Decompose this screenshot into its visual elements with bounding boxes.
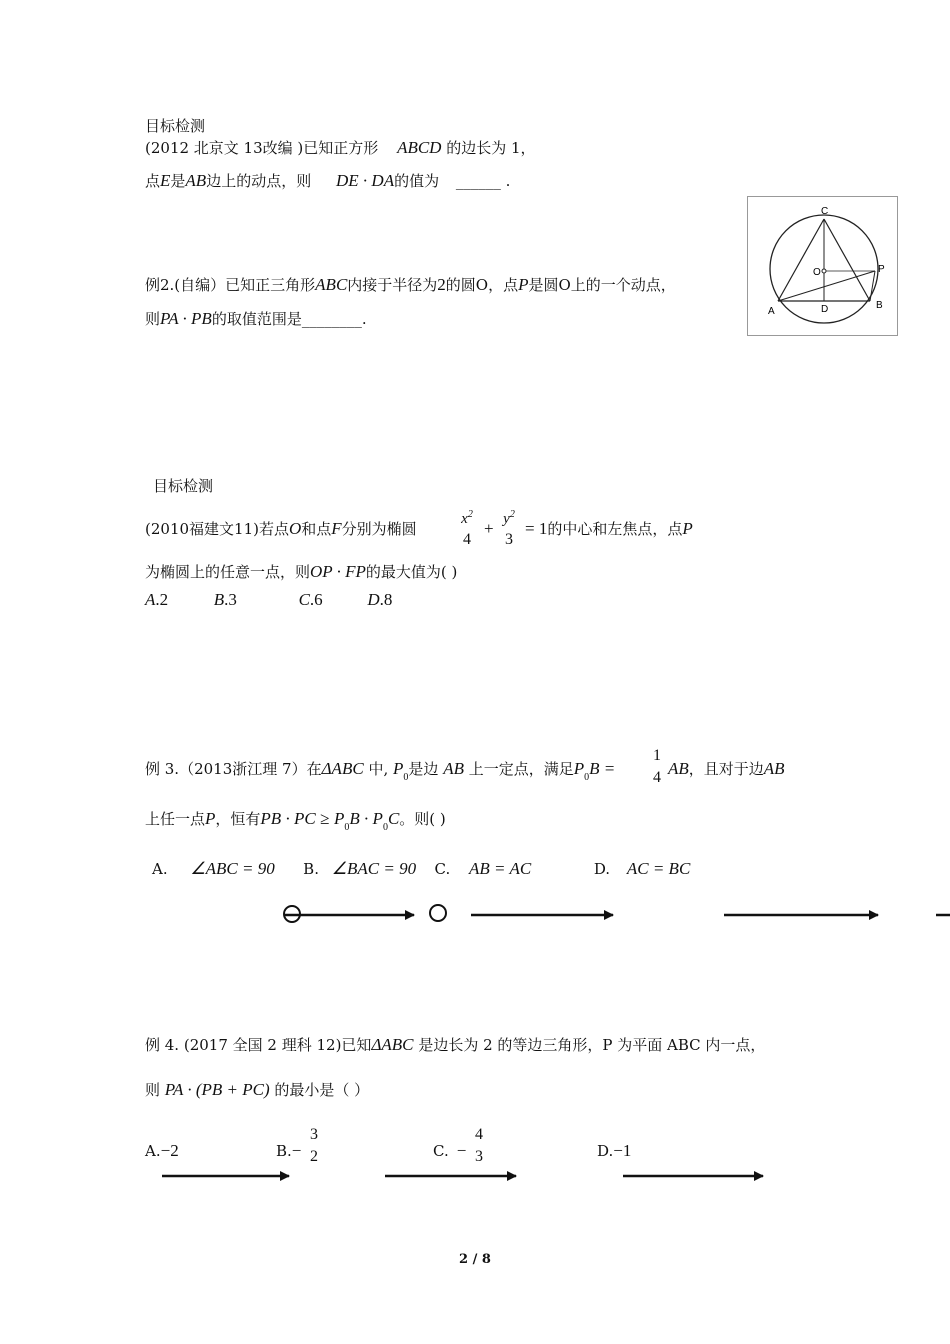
section2-text-b: 和点 (301, 520, 332, 538)
rhs-p: P (334, 809, 345, 828)
option-d-value: .8 (379, 590, 393, 609)
option-b-sign: − (291, 1141, 302, 1160)
example2-text-d: 是圆O上的一个动点， (528, 276, 676, 294)
equals-one: = 1 (525, 519, 548, 538)
example2-text-b: 内接于半径为 (347, 276, 438, 294)
option-c-num: 4 (475, 1126, 483, 1143)
option-d-value: −1 (613, 1141, 632, 1160)
option-c-letter: C (298, 590, 310, 609)
label-b: B (876, 300, 883, 311)
section2-text-a: (2010福建文11)若点 (145, 520, 289, 538)
option-a-label: A. (152, 860, 168, 878)
option-c-value: .6 (309, 590, 323, 609)
example3-text-c: 是边 (408, 760, 439, 778)
point-f: F (331, 519, 342, 538)
section2-text-f: 的最大值为( ) (365, 563, 458, 581)
example2-text-f: 的取值范围是________. (211, 310, 367, 328)
point-e: E (160, 171, 171, 190)
triangle-name: ABC (315, 275, 348, 294)
example4-text-d: 的最小是（ ） (274, 1081, 370, 1099)
option-a-label: A. (145, 1142, 161, 1160)
section1-text-b: 是 (170, 172, 186, 190)
section2-text-d: 的中心和左焦点，点 (547, 520, 683, 538)
option-d-letter: D (367, 590, 380, 609)
option-d-expr: AC = BC (626, 859, 691, 878)
example3-text-d: 上一定点，满足 (468, 760, 574, 778)
section2-text-c: 分别为椭圆 (341, 520, 417, 538)
rhs-sub1: 0 (344, 822, 350, 833)
example3-text-a: 例 3.（2013浙江理 7）在 (145, 760, 322, 778)
option-c-label: C. (433, 1142, 449, 1160)
option-b-letter: B (213, 590, 225, 609)
option-b-label: B. (303, 860, 319, 878)
frac-num: 1 (653, 747, 661, 764)
frac-den: 4 (653, 769, 661, 786)
example3-text-e: ，且对于边 (688, 760, 764, 778)
dot-product-expr: DE · DA (336, 171, 395, 190)
example4-text-b: 是边长为 2 的等边三角形，P 为平面 ABC 内一点， (418, 1036, 766, 1054)
section1-line1-prefix: (2012 北京文 13改编 )已知正方形 (145, 139, 379, 157)
example2-text-a: 例2.(自编）已知正三角形 (145, 276, 316, 294)
section1-heading: 目标检测 (145, 117, 206, 135)
triangle-abc: ΔABC (371, 1035, 414, 1054)
segment-ab: AB (763, 759, 785, 778)
frac-x-num: x (461, 511, 468, 527)
example4-text-c: 则 (145, 1081, 161, 1099)
section1-text-a: 点 (145, 172, 161, 190)
section1-text-d: 的值为 (394, 172, 440, 190)
p0-letter: P (393, 759, 404, 778)
point-p: P (205, 809, 216, 828)
circle-marker (430, 905, 446, 921)
p0b-p: P (573, 759, 585, 778)
example3-text-f: 上任一点 (145, 810, 206, 828)
option-b-expr: ∠BAC = 90 (331, 859, 417, 878)
frac-y-den: 3 (505, 531, 513, 548)
example4-text-a: 例 4. (2017 全国 2 理科 12)已知 (145, 1036, 372, 1054)
option-d-label: D. (597, 1142, 614, 1160)
plus-sign: + (484, 519, 494, 538)
frac-x-sup: 2 (467, 509, 473, 520)
answer-blank: ______ . (455, 172, 511, 190)
section1-text-c: 边上的动点，则 (206, 172, 312, 190)
section2-heading: 目标检测 (153, 477, 214, 495)
option-b-num: 3 (310, 1126, 318, 1143)
p0b-rest: B = (589, 759, 616, 778)
label-d: D (821, 304, 829, 315)
dot-product-expr: PA · PB (160, 309, 212, 328)
example3-text-b: 中, (368, 760, 389, 778)
label-p: P (878, 264, 885, 275)
example2-text-e: 则 (145, 310, 161, 328)
rhs-c: C (387, 809, 400, 828)
option-a-letter: A (145, 590, 156, 609)
option-d-label: D. (593, 860, 611, 878)
radius-value: 2 (437, 275, 446, 294)
example3-text-g: ，恒有 (215, 810, 261, 828)
segment-ab: AB (668, 759, 689, 778)
frac-x-den: 4 (463, 531, 471, 548)
example3-text-h: 。则( ) (399, 810, 446, 828)
frac-y-num: y (503, 511, 510, 527)
option-b-den: 2 (310, 1148, 318, 1165)
option-c-sign: − (456, 1141, 467, 1160)
segment-ab: AB (185, 171, 207, 190)
rhs-sub2: 0 (382, 822, 388, 833)
example3-arrow-row (284, 905, 950, 922)
rhs-b: B · P (349, 809, 383, 828)
option-c-label: C. (434, 860, 451, 878)
p0-subscript: 0 (403, 772, 409, 783)
page-number: 2 / 8 (459, 1252, 491, 1267)
option-a-value: .2 (155, 590, 169, 609)
option-c-expr: AB = AC (469, 859, 532, 878)
inequality-lhs: PB · PC ≥ (260, 809, 330, 828)
option-a-expr: ∠ABC = 90 (190, 859, 275, 878)
section2-text-e: 为椭圆上的任意一点，则 (145, 563, 311, 581)
point-p: P (682, 519, 693, 538)
segment-ab: AB (443, 759, 464, 778)
point-o: O (288, 519, 302, 538)
example2-text-c: 的圆O，点 (445, 276, 519, 294)
option-a-value: −2 (160, 1141, 179, 1160)
label-a: A (768, 306, 775, 317)
option-b-label: B. (276, 1142, 292, 1160)
point-p: P (518, 275, 529, 294)
option-b-value: .3 (224, 590, 237, 609)
option-c-den: 3 (475, 1148, 483, 1165)
triangle-abc: ΔABC (321, 759, 364, 778)
frac-y-sup: 2 (509, 509, 515, 520)
p0b-subscript: 0 (584, 772, 590, 783)
dot-product-expr: PA · (PB + PC) (164, 1080, 270, 1099)
label-o: O (813, 267, 821, 278)
section1-line1-suffix: 的边长为 1， (446, 139, 536, 157)
dot-product-expr: OP · FP (310, 562, 366, 581)
square-name: ABCD (397, 138, 442, 157)
label-c: C (821, 206, 829, 217)
